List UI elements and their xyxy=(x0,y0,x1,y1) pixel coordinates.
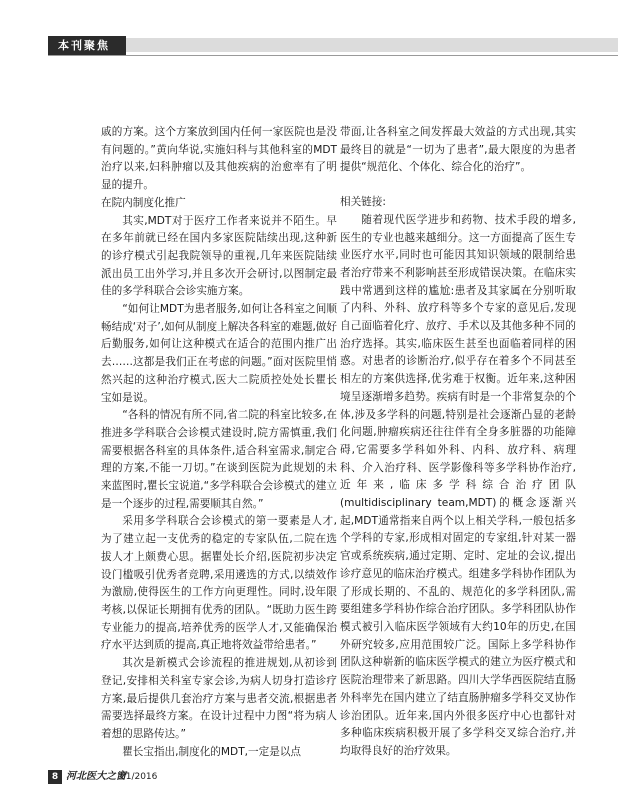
paragraph: 带面,让各科室之间发挥最大效益的方式出现,其实最终目的就是“一切为了患者”,最大限度的为患者提供“规范化、个体化、综合化的治疗”。 xyxy=(340,126,576,174)
header-rule xyxy=(48,55,618,56)
paragraph: 瞿长宝指出,制度化的MDT,一定是以点 xyxy=(122,745,302,758)
issue-number: 01/2016 xyxy=(120,772,158,782)
paragraph: 其实,MDT对于医疗工作者来说并不陌生。早在多年前就已经在国内多家医院陆续出现,这种新的诊疗模式引起我院领导的重视,几年来医院陆续派出员工出外学习,并且多次开会研讨,以图制定最佳的多学科联合会诊实施方案。 xyxy=(101,214,337,298)
left-column xyxy=(101,124,337,761)
paragraph: “如何让MDT为患者服务,如何让各科室之间顺畅结成‘对子’,如何从制度上解决各科室的难题,做好后勤服务,如何让这种模式在适合的范围内推广出去……这都是我们正在考虑的问题。”面对医院里悄然兴起的这种治疗模式,医大二院质控处处长瞿长宝如是说。 xyxy=(101,303,337,404)
paragraph: 戚的方案。这个方案放到国内任何一家医院也是没有问题的。”黄向华说,实施妇科与其他科室的MDT治疗以来,妇科肿瘤以及其他疾病的治愈率有了明显的提升。 xyxy=(101,126,337,192)
section-title: 本刊聚焦 xyxy=(58,39,110,52)
subheading: 在院内制度化推广 xyxy=(101,196,186,209)
right-column xyxy=(340,124,576,761)
paragraph: 其次是新模式会诊流程的推进规划,从初诊到登记,安排相关科室专家会诊,为病人切身打造诊疗方案,最后提供几套治疗方案与患者交流,根据患者需要选择最终方案。在设计过程中力图“将为病人着想的思路传达。” xyxy=(101,657,337,740)
journal-logo: 河北医大之窗 xyxy=(66,771,126,782)
paragraph: 随着现代医学进步和药物、技术手段的增多,医生的专业也越来越细分。这一方面提高了医生专业医疗水平,同时也可能因其知识领域的限制给患者治疗带来不利影响甚至形成错误决策。在临床实践中常遇到这样的尴尬:患者及其家属在分别听取了内科、外科、放疗科等多个专家的意见后,发现自己面临着化疗、放疗、手术以及其他多种不同的治疗选择。其实,临床医生甚至也面临着同样的困惑。对患者的诊断治疗,似乎存在着多个不同甚至相左的方案供选择,优劣难于权衡。近年来,这种困境呈逐渐增多趋势。疾病有时是一个非常复杂的个体,涉及多学科的问题,特别是社会逐渐凸显的老龄化问题,肿瘤疾病还往往伴有全身多脏器的功能障碍,它需要多学科如外科、内科、放疗科、病理科、介入治疗科、医学影像科等多学科协作治疗,近年来,临床多学科综合治疗团队(multidisciplinary team,MDT)的概念逐渐兴起,MDT通常指来自两个以上相关学科,一般包括多个学科的专家,形成相对固定的专家组,针对某一器官或系统疾病,通过定期、定时、定址的会议,提出诊疗意见的临床治疗模式。组建多学科协作团队为了形成长期的、不乱的、规范化的多学科团队,需要组建多学科协作综合治疗团队。多学科团队协作模式被引入临床医学领域有大约10年的历史,在国外研究较多,应用范围较广泛。国际上多学科协作团队这种崭新的临床医学模式的建立为医疗模式和医院治理带来了新思路。四川大学华西医院结直肠外科率先在国内建立了结直肠肿瘤多学科交叉协作诊治团队。近年来,国内外很多医疗中心也都针对多种临床疾病积极开展了多学科交叉综合治疗,并均取得良好的治疗效果。 xyxy=(340,213,576,757)
spacer xyxy=(340,177,576,194)
header-bar xyxy=(48,38,618,52)
paragraph: 采用多学科联合会诊模式的第一要素是人才,为了建立起一支优秀的稳定的专家队伍,二院在选拔人才上颇费心思。据瞿处长介绍,医院初步决定设门槛吸引优秀者竞聘,采用遴选的方式,以绩效作为激励,使得医生的工作方向更理性。同时,设年限考核,以保证长期拥有优秀的团队。“既助力医生跨专业能力的提高,培养优秀的医学人才,又能确保治疗水平达到质的提高,真正地将效益带给患者。” xyxy=(101,515,337,652)
paragraph: “各科的情况有所不同,省二院的科室比较多,在推进多学科联合会诊模式建设时,院方需慎重,我们需要根据各科室的具体条件,适合科室需求,制定合理的方案,不能一刀切。”在谈到医院为此规划的未来蓝图时,瞿长宝说道,“多学科联合会诊模式的建立是一个逐步的过程,需要顺其自然。” xyxy=(101,409,337,510)
related-heading: 相关链接: xyxy=(340,196,386,209)
page-number: 8 xyxy=(48,770,62,784)
